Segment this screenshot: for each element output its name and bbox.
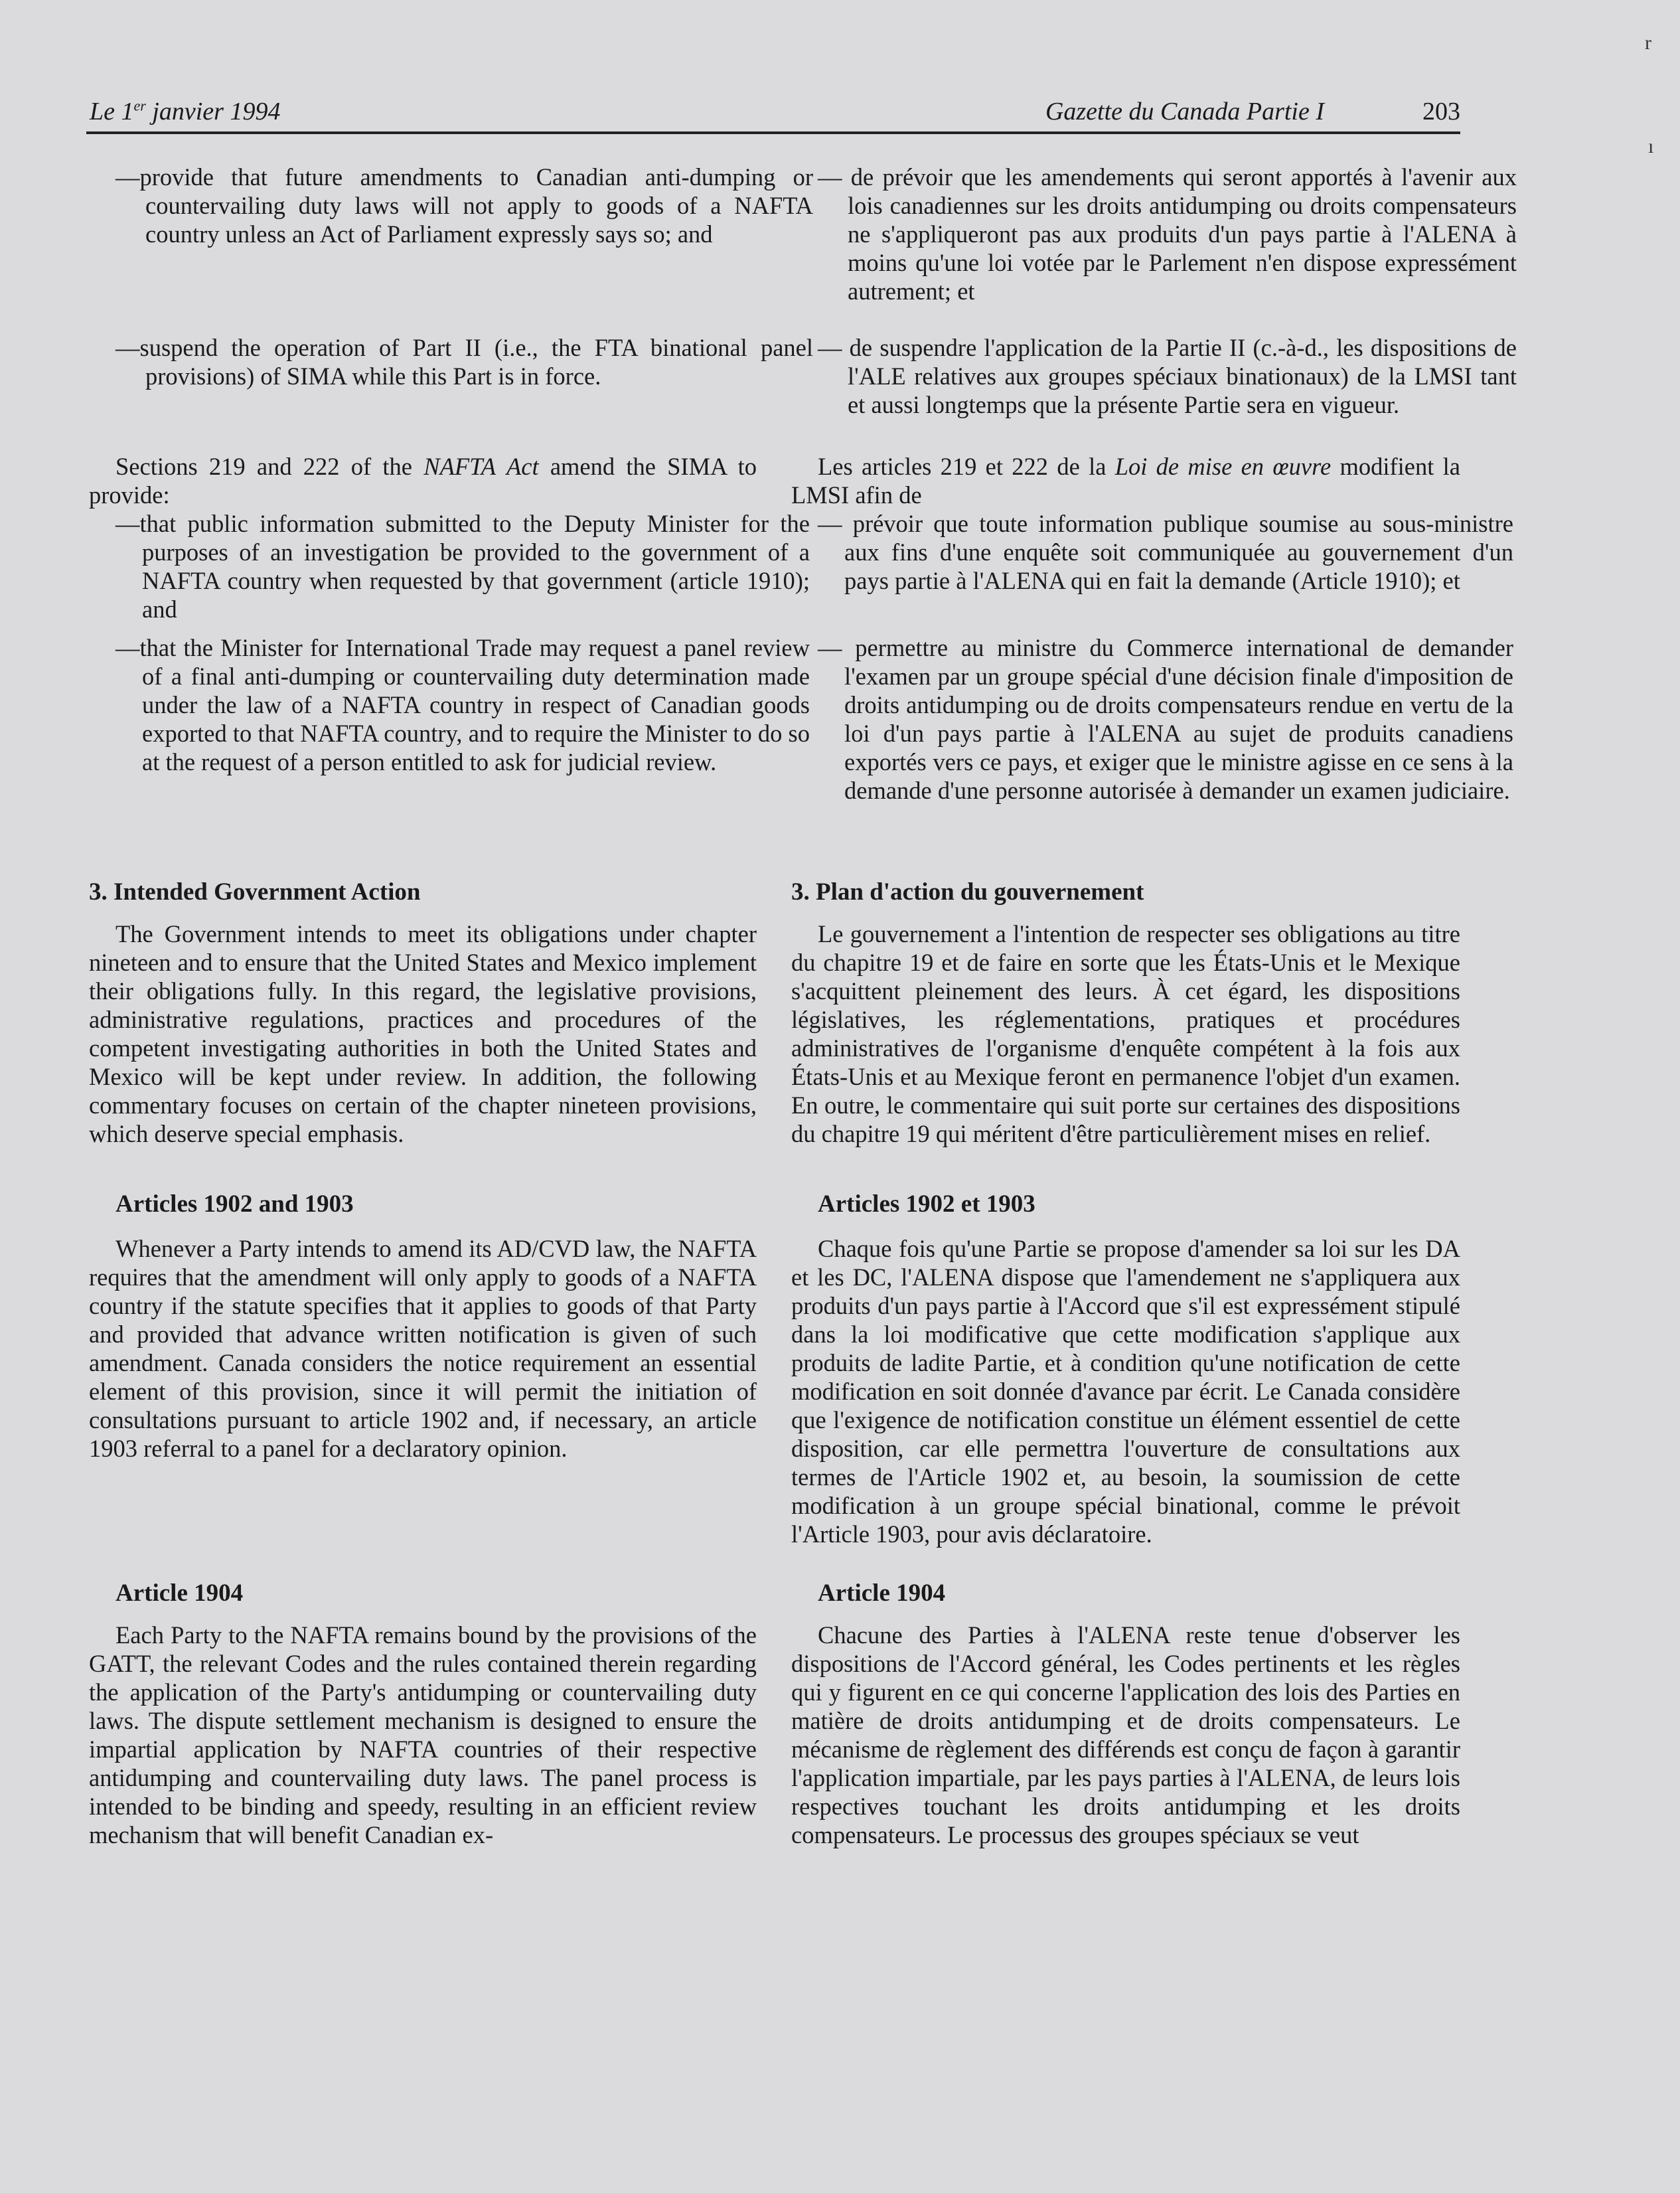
subheading-articles-1902-1903: Articles 1902 and 1903	[115, 1190, 354, 1218]
paragraph-articles-1902-1903: Chaque fois qu'une Partie se propose d'amender sa loi sur les DA et les DC, l'ALENA dispose que l'amendement ne s'appliquera aux produits d'un pays partie à l'Accord que s'il est expressément stipulé dans la loi modificative que cette modification s'applique aux produits de ladite Partie, et à condition qu'une notification de cette modification en soit donnée d'avance par écrit. Le Canada considère que l'exigence de notification constitue un élément essentiel de cette disposition, car elle permettra l'ouverture de consultations aux termes de l'Article 1902 et, au besoin, la soumission de cette modification à un groupe spécial binational, comme le prévoit l'Article 1903, pour avis déclaratoire.	[791, 1235, 1460, 1548]
header-date: Le 1er janvier 1994	[90, 97, 281, 125]
item-minister-review: —that the Minister for International Trade may request a panel review of a final anti-dumping or countervailing duty determination made under the law of a NAFTA country in respect of Canadian goods exported to that NAFTA country, and to require the Minister to do so at the request of a person entitled to ask for judicial review.	[115, 634, 810, 775]
heading-government-action: 3. Plan d'action du gouvernement	[791, 878, 1144, 906]
subheading-articles-1902-1903: Articles 1902 et 1903	[818, 1190, 1035, 1218]
paragraph-articles-1902-1903: Whenever a Party intends to amend its AD/CVD law, the NAFTA requires that the amendment will only apply to goods of a NAFTA country if the statute specifies that it applies to goods of that Party and provided that advance written notification is given of such amendment. Canada considers the notice requirement an essential element of this provision, since it will permit the initiation of consultations pursuant to article 1902 and, if necessary, an article 1903 referral to a panel for a declaratory opinion.	[89, 1235, 757, 1462]
sections-intro: Sections 219 and 222 of the NAFTA Act amend the SIMA to provide:	[89, 453, 757, 509]
item-minister-review: — permettre au ministre du Commerce international de demander l'examen par un groupe spécial d'une décision finale d'imposition de droits antidumping ou de droits compensateurs rendue en vertu de la loi d'un pays partie à l'ALENA au sujet de produits canadiens exportés vers ce pays, et exiger que le ministre agisse en ce sens à la demande d'une personne autorisée à demander un examen judiciaire.	[818, 634, 1513, 804]
item-suspend-part-ii: — de suspendre l'application de la Partie II (c.-à-d., les dispositions de l'ALE relatives aux groupes spéciaux binationaux) de la LMSI tant et aussi longtemps que la présente Partie sera en vigueur.	[818, 334, 1517, 418]
subheading-article-1904: Article 1904	[818, 1580, 946, 1607]
item-future-amendments: — de prévoir que les amendements qui seront apportés à l'avenir aux lois canadiennes sur les droits antidumping ou droits compensateurs ne s'appliqueront pas aux produits d'un pays partie à l'ALENA à moins qu'une loi votée par le Parlement n'en dispose expressément autrement; et	[818, 163, 1517, 305]
page-header	[86, 94, 1460, 134]
paragraph-government-action: The Government intends to meet its obligations under chapter nineteen and to ensure that the United States and Mexico implement their obligations fully. In this regard, the legislative provisions, administrative regulations, practices and procedures of the competent investigating authorities in both the United States and Mexico will be kept under review. In addition, the following commentary focuses on certain of the chapter nineteen provisions, which deserve special emphasis.	[89, 920, 757, 1147]
scan-mark: ı	[1648, 135, 1654, 157]
header-publication: Gazette du Canada Partie I	[1045, 98, 1324, 125]
item-suspend-part-ii: —suspend the operation of Part II (i.e., the FTA binational panel provisions) of SIMA while this Part is in force.	[115, 334, 813, 390]
paragraph-article-1904: Each Party to the NAFTA remains bound by the provisions of the GATT, the relevant Codes and the rules contained therein regarding the application of the Party's antidumping or countervailing duty laws. The dispute settlement mechanism is designed to ensure the impartial application by NAFTA countries of their respective antidumping and countervailing duty laws. The panel process is intended to be binding and speedy, resulting in an efficient review mechanism that will benefit Canadian ex-	[89, 1621, 757, 1848]
page-number: 203	[1422, 98, 1460, 125]
scan-mark: r	[1645, 32, 1651, 54]
heading-government-action: 3. Intended Government Action	[89, 878, 421, 906]
subheading-article-1904: Article 1904	[115, 1580, 244, 1607]
item-public-information: —that public information submitted to the Deputy Minister for the purposes of an investigation be provided to the government of a NAFTA country when requested by that government (article 1910); and	[115, 510, 810, 623]
item-future-amendments: —provide that future amendments to Canadian anti-dumping or countervailing duty laws will not apply to goods of a NAFTA country unless an Act of Parliament expressly says so; and	[115, 163, 813, 248]
paragraph-article-1904: Chacune des Parties à l'ALENA reste tenue d'observer les dispositions de l'Accord général, les Codes pertinents et les règles qui y figurent en ce qui concerne l'application des lois des Parties en matière de droits antidumping et de droits compensateurs. Le mécanisme de règlement des différends est conçu de façon à garantir l'application impartiale, par les pays parties à l'ALENA, de leurs lois respectives touchant les droits antidumping et les droits compensateurs. Le processus des groupes spéciaux se veut	[791, 1621, 1460, 1848]
sections-intro: Les articles 219 et 222 de la Loi de mise en œuvre modifient la LMSI afin de	[791, 453, 1461, 509]
paragraph-government-action: Le gouvernement a l'intention de respecter ses obligations au titre du chapitre 19 et de faire en sorte que les États-Unis et le Mexique s'acquittent pleinement des leurs. À cet égard, les dispositions législatives, les réglementations, pratiques et procédures administratives de l'organisme d'enquête compétent à la fois aux États-Unis et au Mexique feront en permanence l'objet d'un examen. En outre, le commentaire qui suit porte sur certaines des dispositions du chapitre 19 qui méritent d'être particulièrement mises en relief.	[791, 920, 1460, 1147]
item-public-information: — prévoir que toute information publique soumise au sous-ministre aux fins d'une enquête soit communiquée au gouvernement d'un pays partie à l'ALENA qui en fait la demande (Article 1910); et	[818, 510, 1513, 594]
